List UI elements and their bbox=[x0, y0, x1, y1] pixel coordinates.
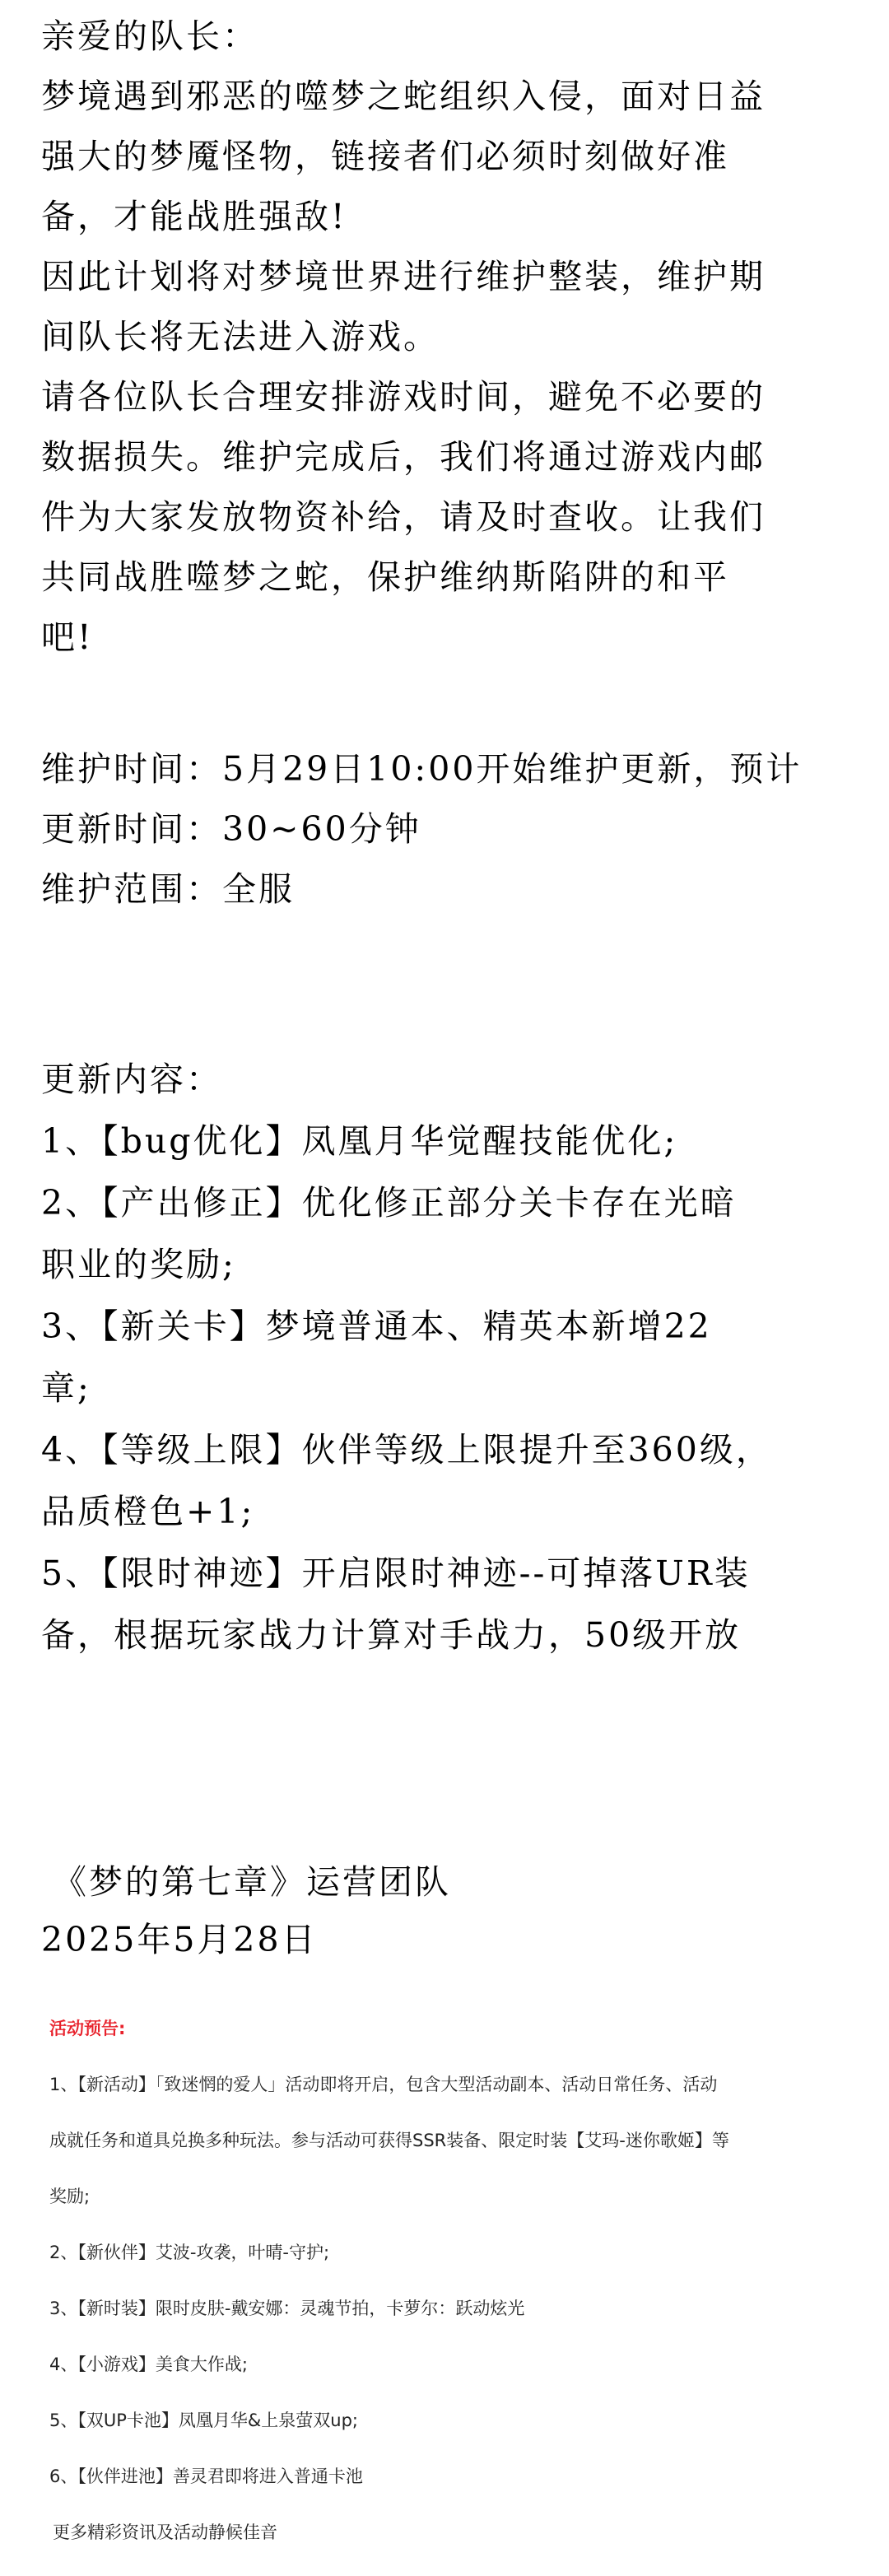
maintenance-line: 维护时间：5月29日10:00开始维护更新，预计 bbox=[41, 749, 803, 789]
intro-line: 间队长将无法进入游戏。 bbox=[41, 317, 440, 356]
maintenance-line: 更新时间：30~60分钟 bbox=[41, 809, 421, 849]
intro-line: 数据损失。维护完成后，我们将通过游戏内邮 bbox=[41, 437, 766, 477]
signature-team: 《梦的第七章》运营团队 bbox=[53, 1862, 451, 1902]
update-line: 品质橙色+1; bbox=[41, 1492, 255, 1531]
letter-greeting: 亲爱的队长： bbox=[41, 16, 258, 56]
intro-line: 共同战胜噬梦之蛇，保护维纳斯陷阱的和平 bbox=[41, 557, 729, 597]
update-line: 职业的奖励; bbox=[41, 1245, 236, 1284]
update-line: 2、【产出修正】优化修正部分关卡存在光暗 bbox=[41, 1183, 737, 1223]
signature-date: 2025年5月28日 bbox=[41, 1920, 318, 1959]
preview-line: 5、【双UP卡池】凤凰月华&上泉萤双up; bbox=[49, 2411, 358, 2430]
update-line: 4、【等级上限】伙伴等级上限提升至360级， bbox=[41, 1430, 772, 1470]
preview-line: 成就任务和道具兑换多种玩法。参与活动可获得SSR装备、限定时装【艾玛-迷你歌姬】等 bbox=[49, 2131, 729, 2150]
update-title: 更新内容： bbox=[41, 1060, 222, 1099]
intro-line: 因此计划将对梦境世界进行维护整装，维护期 bbox=[41, 257, 766, 296]
preview-title: 活动预告: bbox=[49, 2019, 126, 2038]
intro-line: 强大的梦魇怪物，链接者们必须时刻做好准 bbox=[41, 137, 729, 176]
preview-line: 3、【新时装】限时皮肤-戴安娜：灵魂节拍，卡萝尔：跃动炫光 bbox=[49, 2299, 525, 2318]
preview-line: 1、【新活动】「致迷惘的爱人」活动即将开启，包含大型活动副本、活动日常任务、活动 bbox=[49, 2075, 718, 2094]
preview-footer: 更多精彩资讯及活动静候佳音 bbox=[53, 2522, 277, 2542]
preview-line: 奖励; bbox=[49, 2187, 91, 2206]
intro-line: 吧! bbox=[41, 617, 94, 657]
update-line: 1、【bug优化】凤凰月华觉醒技能优化; bbox=[41, 1121, 678, 1161]
update-line: 5、【限时神迹】开启限时神迹--可掉落UR装 bbox=[41, 1554, 751, 1593]
preview-line: 2、【新伙伴】艾波-攻袭，叶晴-守护; bbox=[49, 2243, 330, 2262]
preview-line: 4、【小游戏】美食大作战; bbox=[49, 2355, 248, 2374]
update-line: 3、【新关卡】梦境普通本、精英本新增22 bbox=[41, 1307, 712, 1346]
update-line: 章; bbox=[41, 1368, 91, 1408]
intro-line: 梦境遇到邪恶的噬梦之蛇组织入侵，面对日益 bbox=[41, 77, 766, 116]
intro-line: 请各位队长合理安排游戏时间，避免不必要的 bbox=[41, 377, 766, 417]
maintenance-line: 维护范围：全服 bbox=[41, 869, 295, 909]
preview-line: 6、【伙伴进池】善灵君即将进入普通卡池 bbox=[49, 2467, 363, 2486]
intro-line: 件为大家发放物资补给，请及时查收。让我们 bbox=[41, 497, 766, 537]
intro-line: 备，才能战胜强敌! bbox=[41, 197, 347, 236]
update-line: 备，根据玩家战力计算对手战力，50级开放 bbox=[41, 1615, 742, 1655]
